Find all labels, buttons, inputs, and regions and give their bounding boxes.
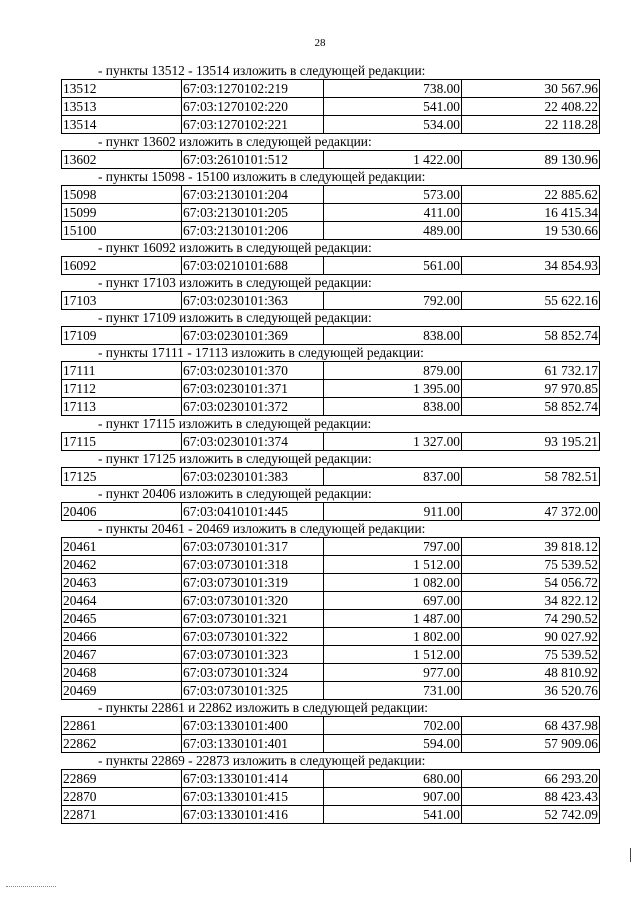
table-row [62,628,600,646]
table-row [62,98,600,116]
cadastral-number-cell: 67:03:0730101:319 [182,574,324,592]
table-row [62,292,600,310]
section-heading: - пункт 17103 изложить в следующей редакции: [98,275,372,290]
item-number-cell: 22869 [62,770,182,788]
item-number-cell: 20463 [62,574,182,592]
value-cell: 97 970.85 [462,380,600,398]
item-number-cell: 13514 [62,116,182,134]
table-row [62,186,600,204]
item-number-cell: 22870 [62,788,182,806]
cadastral-number-cell: 67:03:0730101:323 [182,646,324,664]
value-cell: 34 822.12 [462,592,600,610]
page-number: 28 [314,37,326,49]
table-row [62,682,600,700]
section-table [61,79,600,134]
table-row [62,80,600,98]
table-row [62,116,600,134]
item-number-cell: 22862 [62,735,182,753]
table-row [62,717,600,735]
area-cell: 697.00 [324,592,462,610]
area-cell: 907.00 [324,788,462,806]
cadastral-number-cell: 67:03:0730101:321 [182,610,324,628]
value-cell: 39 818.12 [462,538,600,556]
section-heading: - пункт 20406 изложить в следующей редакции: [98,486,372,501]
value-cell: 30 567.96 [462,80,600,98]
section-heading: - пункты 22869 - 22873 изложить в следующей редакции: [98,753,426,768]
item-number-cell: 17109 [62,327,182,345]
area-cell: 1 082.00 [324,574,462,592]
section-heading: - пункты 17111 - 17113 изложить в следующей редакции: [98,345,424,360]
cadastral-number-cell: 67:03:0230101:371 [182,380,324,398]
table-row [62,610,600,628]
cadastral-number-cell: 67:03:1270102:219 [182,80,324,98]
cadastral-number-cell: 67:03:0730101:317 [182,538,324,556]
margin-mark [630,848,631,862]
section-heading: - пункт 13602 изложить в следующей редакции: [98,134,372,149]
value-cell: 58 852.74 [462,398,600,416]
cadastral-number-cell: 67:03:0230101:370 [182,362,324,380]
table-row [62,556,600,574]
cadastral-number-cell: 67:03:0230101:374 [182,433,324,451]
value-cell: 48 810.92 [462,664,600,682]
item-number-cell: 15099 [62,204,182,222]
cadastral-number-cell: 67:03:0230101:383 [182,468,324,486]
section-table [61,432,600,451]
area-cell: 1 395.00 [324,380,462,398]
area-cell: 541.00 [324,806,462,824]
section-table [61,361,600,416]
value-cell: 22 885.62 [462,186,600,204]
table-row [62,257,600,275]
area-cell: 1 487.00 [324,610,462,628]
item-number-cell: 17113 [62,398,182,416]
cadastral-number-cell: 67:03:1330101:414 [182,770,324,788]
area-cell: 1 327.00 [324,433,462,451]
item-number-cell: 20461 [62,538,182,556]
area-cell: 561.00 [324,257,462,275]
section-table [61,150,600,169]
value-cell: 74 290.52 [462,610,600,628]
item-number-cell: 20467 [62,646,182,664]
cadastral-number-cell: 67:03:1330101:416 [182,806,324,824]
item-number-cell: 15100 [62,222,182,240]
table-row [62,538,600,556]
area-cell: 594.00 [324,735,462,753]
value-cell: 75 539.52 [462,556,600,574]
value-cell: 75 539.52 [462,646,600,664]
section-heading: - пункт 16092 изложить в следующей редакции: [98,240,372,255]
section-heading: - пункт 17125 изложить в следующей редакции: [98,451,372,466]
cadastral-number-cell: 67:03:0730101:325 [182,682,324,700]
item-number-cell: 20464 [62,592,182,610]
item-number-cell: 15098 [62,186,182,204]
area-cell: 792.00 [324,292,462,310]
table-row [62,222,600,240]
cadastral-number-cell: 67:03:0410101:445 [182,503,324,521]
item-number-cell: 17125 [62,468,182,486]
area-cell: 680.00 [324,770,462,788]
item-number-cell: 20469 [62,682,182,700]
area-cell: 1 512.00 [324,646,462,664]
section-table [61,716,600,753]
value-cell: 16 415.34 [462,204,600,222]
value-cell: 58 852.74 [462,327,600,345]
table-row [62,592,600,610]
item-number-cell: 20465 [62,610,182,628]
item-number-cell: 13602 [62,151,182,169]
cadastral-number-cell: 67:03:0230101:363 [182,292,324,310]
cadastral-number-cell: 67:03:2130101:204 [182,186,324,204]
area-cell: 731.00 [324,682,462,700]
cadastral-number-cell: 67:03:1270102:221 [182,116,324,134]
section-table [61,326,600,345]
item-number-cell: 13512 [62,80,182,98]
area-cell: 838.00 [324,327,462,345]
area-cell: 838.00 [324,398,462,416]
cadastral-number-cell: 67:03:1330101:415 [182,788,324,806]
cadastral-number-cell: 67:03:1270102:220 [182,98,324,116]
area-cell: 411.00 [324,204,462,222]
value-cell: 89 130.96 [462,151,600,169]
section-heading: - пункты 20461 - 20469 изложить в следующей редакции: [98,521,426,536]
item-number-cell: 20406 [62,503,182,521]
table-row [62,380,600,398]
value-cell: 36 520.76 [462,682,600,700]
cadastral-number-cell: 67:03:2610101:512 [182,151,324,169]
area-cell: 489.00 [324,222,462,240]
area-cell: 541.00 [324,98,462,116]
table-row [62,398,600,416]
value-cell: 61 732.17 [462,362,600,380]
section-table [61,185,600,240]
area-cell: 977.00 [324,664,462,682]
section-table [61,467,600,486]
area-cell: 534.00 [324,116,462,134]
section-heading: - пункты 22861 и 22862 изложить в следующей редакции: [98,700,429,715]
value-cell: 68 437.98 [462,717,600,735]
cadastral-number-cell: 67:03:2130101:206 [182,222,324,240]
cadastral-number-cell: 67:03:0730101:320 [182,592,324,610]
section-table [61,502,600,521]
item-number-cell: 20468 [62,664,182,682]
area-cell: 879.00 [324,362,462,380]
item-number-cell: 17115 [62,433,182,451]
table-row [62,362,600,380]
section-heading: - пункты 15098 - 15100 изложить в следующей редакции: [98,169,426,184]
item-number-cell: 22871 [62,806,182,824]
table-row [62,468,600,486]
footer-dotted-line [6,886,56,887]
value-cell: 34 854.93 [462,257,600,275]
area-cell: 911.00 [324,503,462,521]
table-row [62,770,600,788]
section-heading: - пункт 17115 изложить в следующей редакции: [98,416,372,431]
value-cell: 88 423.43 [462,788,600,806]
table-row [62,503,600,521]
table-row [62,151,600,169]
item-number-cell: 17112 [62,380,182,398]
value-cell: 57 909.06 [462,735,600,753]
area-cell: 573.00 [324,186,462,204]
section-table [61,537,600,700]
table-row [62,806,600,824]
cadastral-number-cell: 67:03:1330101:401 [182,735,324,753]
cadastral-number-cell: 67:03:1330101:400 [182,717,324,735]
table-row [62,327,600,345]
value-cell: 58 782.51 [462,468,600,486]
value-cell: 19 530.66 [462,222,600,240]
area-cell: 797.00 [324,538,462,556]
value-cell: 54 056.72 [462,574,600,592]
value-cell: 55 622.16 [462,292,600,310]
table-row [62,204,600,222]
cadastral-number-cell: 67:03:0210101:688 [182,257,324,275]
table-row [62,735,600,753]
area-cell: 837.00 [324,468,462,486]
document-body [61,63,599,824]
value-cell: 47 372.00 [462,503,600,521]
item-number-cell: 20466 [62,628,182,646]
value-cell: 90 027.92 [462,628,600,646]
section-table [61,769,600,824]
cadastral-number-cell: 67:03:0230101:372 [182,398,324,416]
value-cell: 22 408.22 [462,98,600,116]
item-number-cell: 16092 [62,257,182,275]
table-row [62,574,600,592]
value-cell: 66 293.20 [462,770,600,788]
area-cell: 1 422.00 [324,151,462,169]
cadastral-number-cell: 67:03:0730101:322 [182,628,324,646]
section-table [61,291,600,310]
area-cell: 738.00 [324,80,462,98]
item-number-cell: 13513 [62,98,182,116]
cadastral-number-cell: 67:03:0230101:369 [182,327,324,345]
section-table [61,256,600,275]
table-row [62,664,600,682]
section-heading: - пункты 13512 - 13514 изложить в следующей редакции: [98,63,426,78]
value-cell: 22 118.28 [462,116,600,134]
item-number-cell: 17111 [62,362,182,380]
table-row [62,646,600,664]
table-row [62,788,600,806]
area-cell: 702.00 [324,717,462,735]
area-cell: 1 802.00 [324,628,462,646]
value-cell: 52 742.09 [462,806,600,824]
cadastral-number-cell: 67:03:0730101:324 [182,664,324,682]
item-number-cell: 20462 [62,556,182,574]
area-cell: 1 512.00 [324,556,462,574]
table-row [62,433,600,451]
item-number-cell: 17103 [62,292,182,310]
item-number-cell: 22861 [62,717,182,735]
section-heading: - пункт 17109 изложить в следующей редакции: [98,310,372,325]
value-cell: 93 195.21 [462,433,600,451]
cadastral-number-cell: 67:03:0730101:318 [182,556,324,574]
cadastral-number-cell: 67:03:2130101:205 [182,204,324,222]
